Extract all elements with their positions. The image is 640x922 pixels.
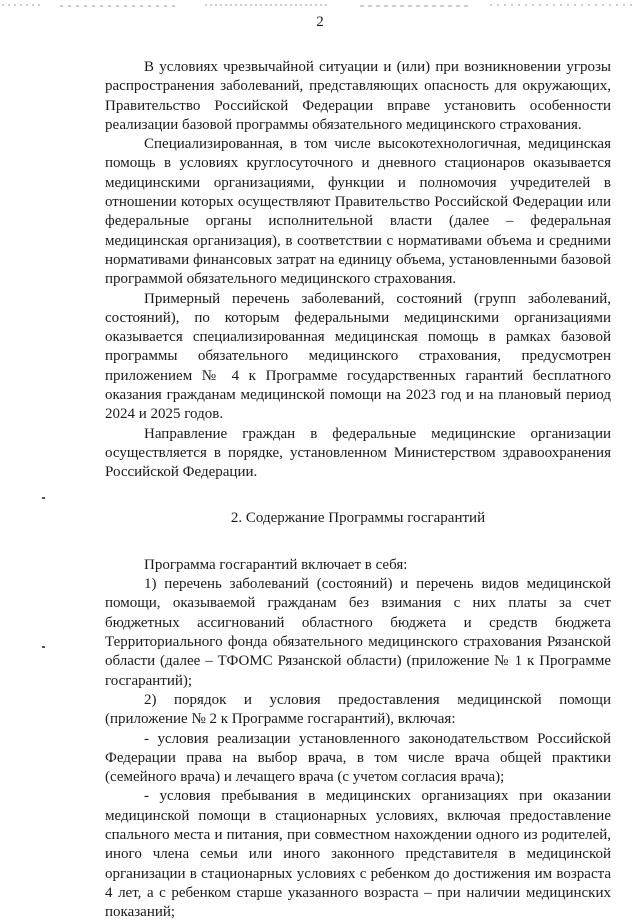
section-heading: 2. Содержание Программы госгарантий (230, 509, 486, 526)
paragraph: Примерный перечень заболеваний, состояний (групп заболеваний, состояний), по которым федеральными медицинскими организациями оказывается специализированная медицинская помощь в рамках базовой программы обязательного медицинского страхования, предусмотрен приложением № 4 к Программе государственных гарантий бесплатного оказания гражданам медицинской помощи на 2023 год и на плановый период 2024 и 2025 годов. (105, 290, 611, 423)
paragraph: В условиях чрезвычайной ситуации и (или) при возникновении угрозы распространения заболеваний, представляющих опасность для окружающих, Правительство Российской Федерации вправе установить особенности реализации базовой программы обязательного медицинского страхования. (105, 59, 611, 133)
document-body (105, 58, 611, 922)
paragraph: Программа госгарантий включает в себя: (144, 556, 408, 573)
sub-list-item: - условия пребывания в медицинских организациях при оказании медицинской помощи в стационарных условиях, включая предоставление спального места и питания, при совместном нахождении одного из родителей, иного члена семьи или иного законного представителя в медицинской организации в стационарных условиях с ребенком до достижения им возраста 4 лет, а с ребенком старше указанного возраста – при наличии медицинских показаний; (105, 788, 611, 921)
list-item: 1) перечень заболеваний (состояний) и перечень видов медицинской помощи, оказываемой гражданам без взимания с них платы за счет бюджетных ассигнований областного бюджета и средств бюджета Территориального фонда обязательного медицинского страхования Рязанской области (далее – ТФОМС Рязанской области) (приложение № 1 к Программе госгарантий); (105, 576, 611, 689)
paragraph: Специализированная, в том числе высокотехнологичная, медицинская помощь в условиях круглосуточного и дневного стационаров оказывается медицинскими организациями, функции и полномочия учредителей в отношении которых осуществляют Правительство Российской Федерации или федеральные органы исполнительной власти (далее – федеральная медицинская организация), в соответствии с нормативами объема и средними нормативами финансовых затрат на единицу объема, установленными базовой программой обязательного медицинского страхования. (105, 136, 611, 288)
sub-list-item: - условия реализации установленного законодательством Российской Федерации права на выбор врача, в том числе врача общей практики (семейного врача) и лечащего врача (с учетом согласия врача); (105, 730, 611, 786)
scan-speck (42, 646, 45, 648)
page-number: 2 (316, 14, 324, 30)
scan-noise-top (0, 2, 640, 10)
list-item: 2) порядок и условия предоставления медицинской помощи (приложение № 2 к Программе госгарантий), включая: (105, 691, 611, 728)
scan-speck (42, 497, 45, 499)
paragraph: Направление граждан в федеральные медицинские организации осуществляется в порядке, установленном Министерством здравоохранения Российской Федерации. (105, 425, 611, 481)
